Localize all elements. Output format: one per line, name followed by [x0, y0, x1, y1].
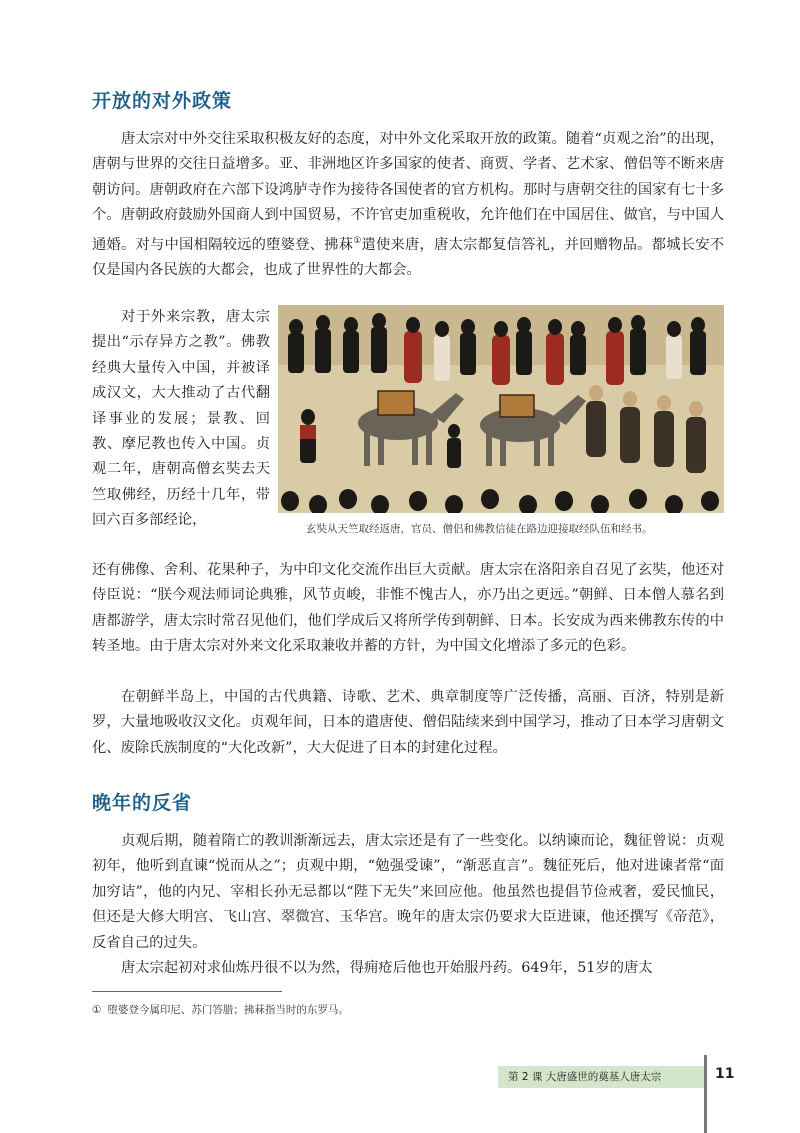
paragraph-reflection: 贞观后期，随着隋亡的教训渐渐远去，唐太宗还是有了一些变化。以纳谏而论，魏征曾说：贞观初年，他听到直谏“悦而从之”；贞观中期，“勉强受谏”，“渐恶直言”。魏征死后，他对进谏者常“面加穷诘”，他的内兄、宰相长孙无忌都以“陛下无失”来回应他。他虽然也提倡节俭戒奢，爱民恤民，但还是大修大明宫、飞山宫、翠微宫、玉华宫。晚年的唐太宗仍要求大臣进谏，他还撰写《帝范》，反省自己的过失。 — [92, 833, 724, 951]
paragraph-text: 遣使来唐，唐太宗都复信答礼，并回赠物品。都城长安不仅是国内各民族的大都会，也成了世界性的大都会。 — [92, 236, 725, 278]
page-number: 11 — [715, 1066, 735, 1082]
footnote-divider — [92, 991, 282, 992]
footer-lesson-title: 第 2 课 大唐盛世的奠基人唐太宗 — [508, 1071, 662, 1083]
paragraph-korea-japan: 在朝鲜半岛上，中国的古代典籍、诗歌、艺术、典章制度等广泛传播，高丽、百济，特别是新罗，大量地吸收汉文化。贞观年间，日本的遣唐使、僧侣陆续来到中国学习，推动了日本学习唐朝文化、废除氏族制度的“大化改新”，大大促进了日本的封建化过程。 — [92, 689, 724, 756]
footnote-text: 堕婆登今属印尼、苏门答腊；拂菻指当时的东罗马。 — [107, 1004, 349, 1016]
paragraph-alchemy: 唐太宗起初对求仙炼丹很不以为然，得痈疮后他也开始服丹药。649年，51岁的唐太 — [121, 960, 653, 976]
footnote — [92, 1002, 349, 1017]
figure-caption: 玄奘从天竺取经返唐，官员、僧侣和佛教信徒在路边迎接取经队伍和经书。 — [306, 523, 653, 535]
footnote-marker: ① — [92, 1004, 102, 1016]
paragraph-text: 唐太宗对中外交往采取积极友好的态度，对中外文化采取开放的政策。随着“贞观之治”的出现，唐朝与世界的交往日益增多。亚、非洲地区许多国家的使者、商贾、学者、艺术家、僧侣等不断来唐朝访问。唐朝政府在六部下设鸿胪寺作为接待各国使者的官方机构。那时与唐朝交往的国家有七十多个。唐朝政府鼓励外国商人到中国贸易，不许官吏加重税收，允许他们在中国居住、做官，与中国人通婚。对与中国相隔较远的堕婆登、拂菻 — [92, 131, 724, 253]
footer-divider — [704, 1055, 707, 1133]
paragraph-religion-continued: 还有佛像、舍利、花果种子，为中印文化交流作出巨大贡献。唐太宗在洛阳亲自召见了玄奘，他还对侍臣说：“朕今观法师词论典雅，风节贞峻，非惟不愧古人，亦乃出之更远。”朝鲜、日本僧人慕名到唐都游学，唐太宗时常召见他们，他们学成后又将所学传到朝鲜、日本。长安成为西来佛教东传的中转圣地。由于唐太宗对外来文化采取兼收并蓄的方针，为中国文化增添了多元的色彩。 — [92, 562, 724, 655]
xuanzang-return-painting — [278, 305, 724, 513]
footnote-reference: ① — [353, 235, 362, 246]
paragraph-religion-side: 对于外来宗教，唐太宗提出“示存异方之教”。佛教经典大量传入中国，并被译成汉文，大大推动了古代翻译事业的发展；景教、回教、摩尼教也传入中国。贞观二年，唐朝高僧玄奘去天竺取佛经，历经十几年，带回六百多部经论， — [92, 309, 270, 529]
section-title-later-years: 晚年的反省 — [92, 792, 193, 814]
section-title-open-policy: 开放的对外政策 — [92, 90, 233, 112]
painting-illustration — [278, 305, 724, 513]
paragraph-foreign-relations — [92, 127, 724, 283]
